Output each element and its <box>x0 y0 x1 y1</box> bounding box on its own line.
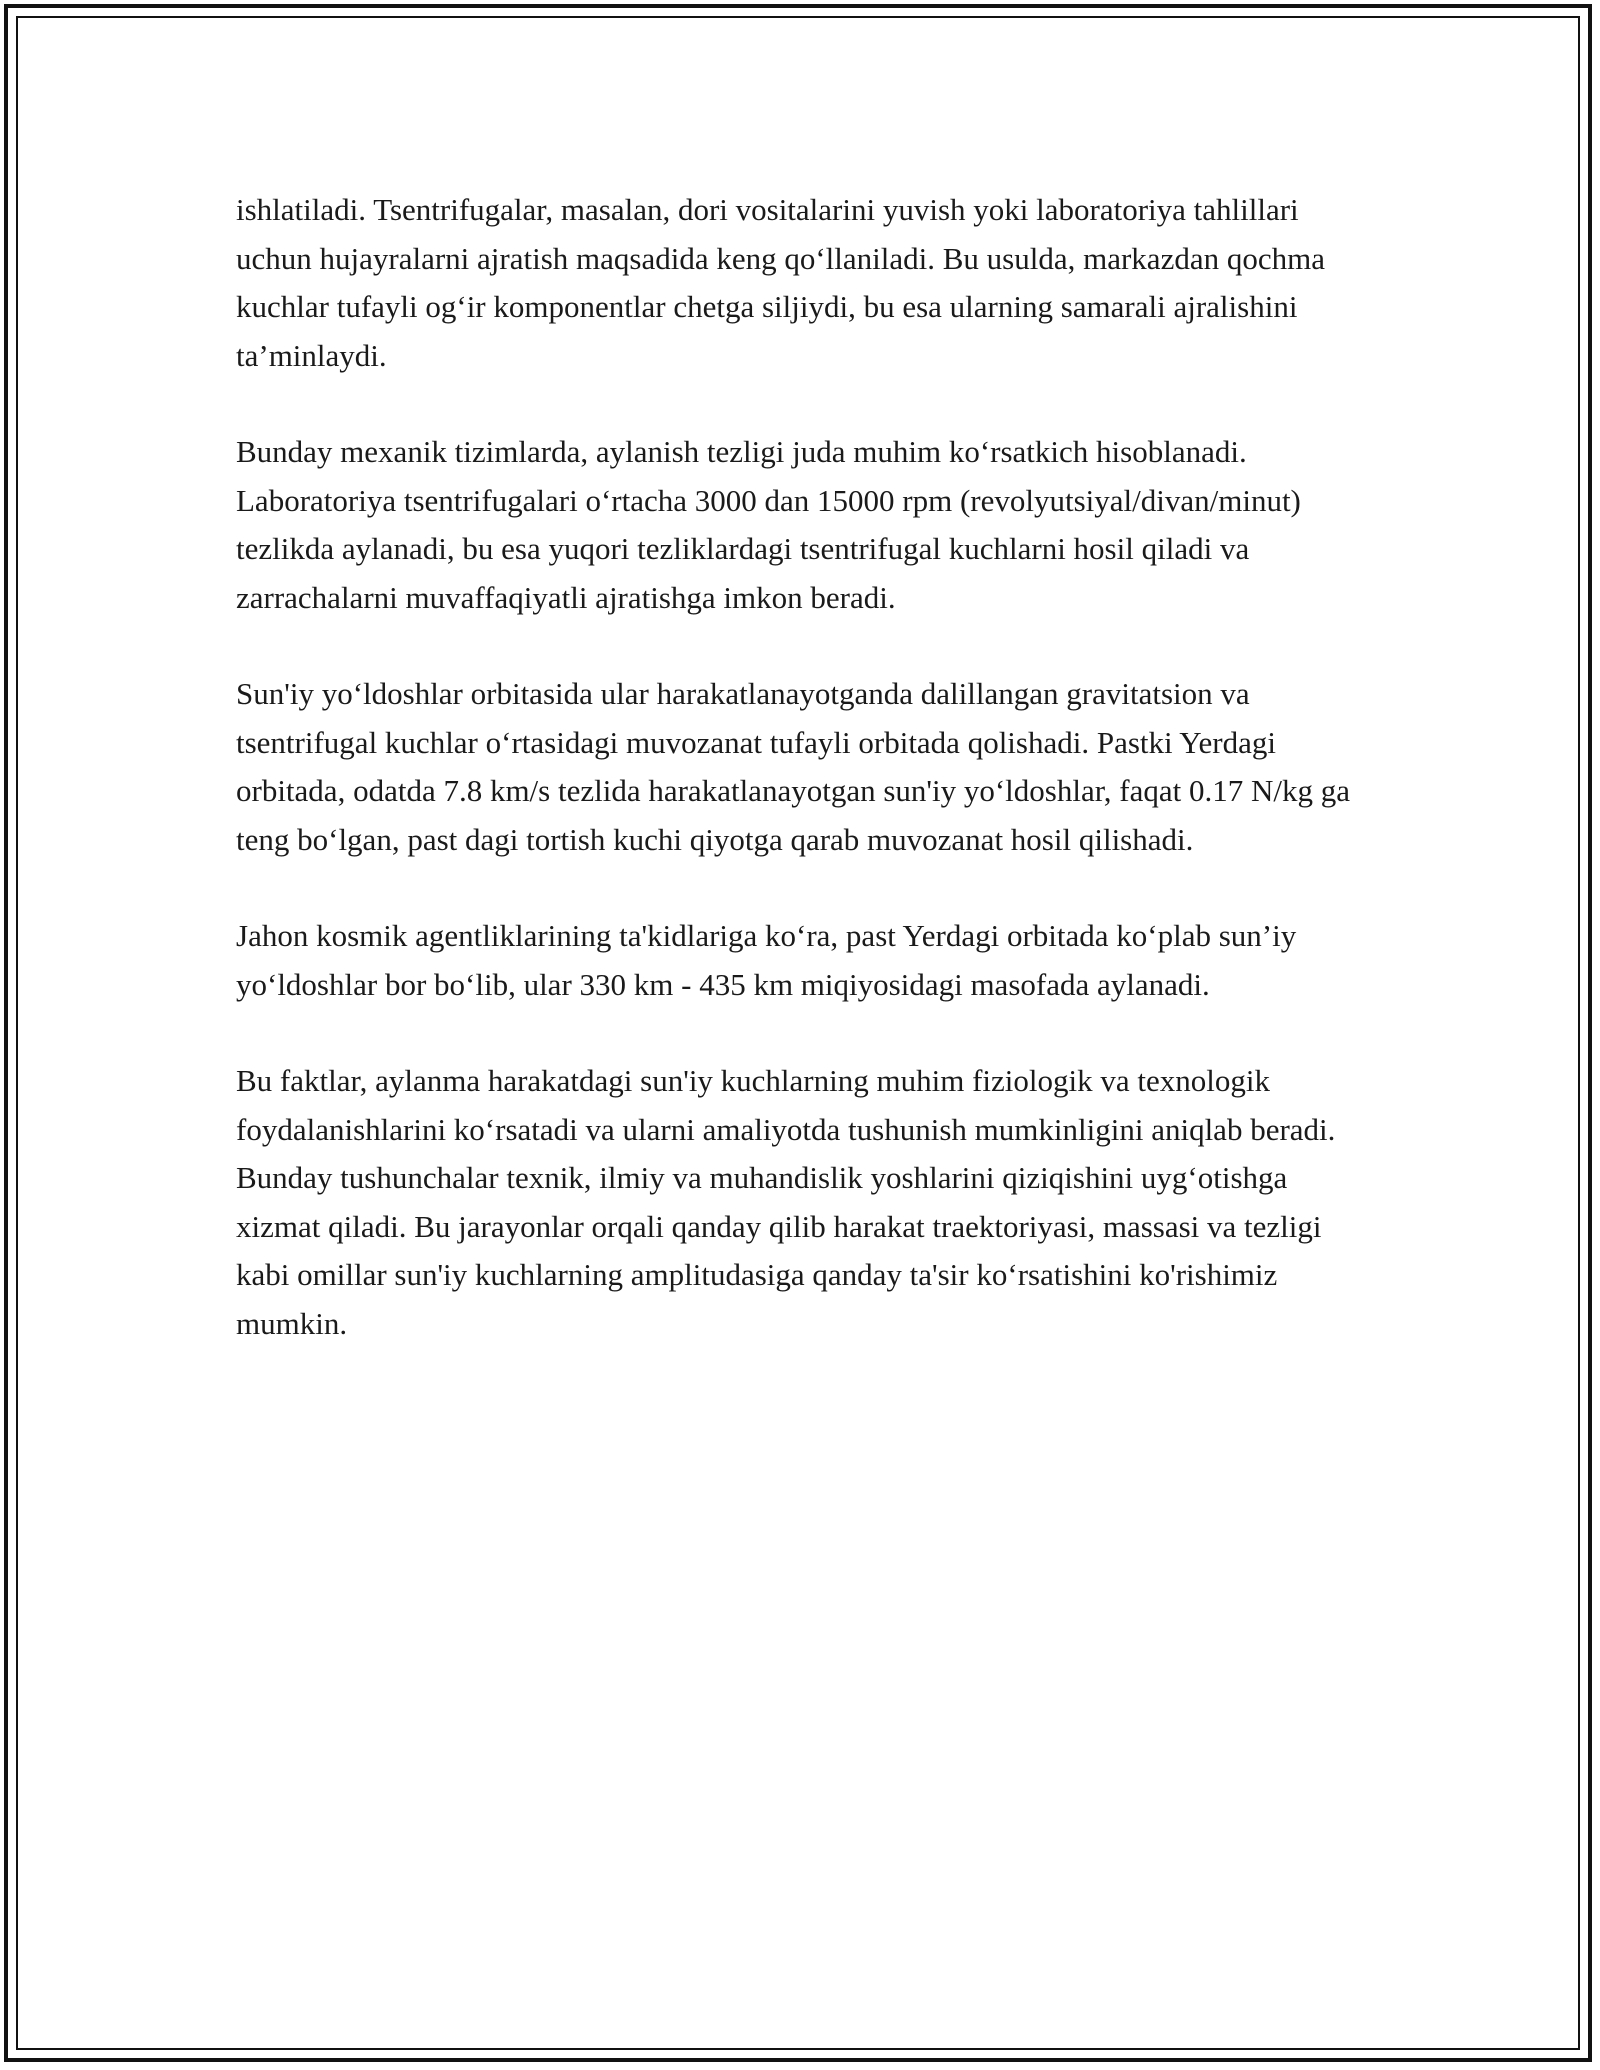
paragraph-centrifuge-use: ishlatiladi. Tsentrifugalar, masalan, dori vositalarini yuvish yoki laboratoriya tahlillari uchun hujayralarni ajratish maqsadida keng qoʻllaniladi. Bu usulda, markazdan qochma kuchlar tufayli ogʻir komponentlar chetga siljiydi, bu esa ularning samarali ajralishini ta’minlaydi. <box>236 192 1325 373</box>
paragraph-satellite-orbit: Sun'iy yoʻldoshlar orbitasida ular harakatlanayotganda dalillangan gravitatsion va tsentrifugal kuchlar oʻrtasidagi muvozanat tufayli orbitada qolishadi. Pastki Yerdagi orbitada, odatda 7.8 km/s tezlida harakatlanayotgan sun'iy yoʻldoshlar, faqat 0.17 N/kg ga teng boʻlgan, past dagi tortish kuchi qiyotga qarab muvozanat hosil qilishadi. <box>236 676 1351 857</box>
paragraph-conclusion: Bu faktlar, aylanma harakatdagi sun'iy kuchlarning muhim fiziologik va texnologik foydalanishlarini koʻrsatadi va ularni amaliyotda tushunish mumkinligini aniqlab beradi. Bunday tushunchalar texnik, ilmiy va muhandislik yoshlarini qiziqishini uygʻotishga xizmat qiladi. Bu jarayonlar orqali qanday qilib harakat traektoriyasi, massasi va tezligi kabi omillar sun'iy kuchlarning amplitudasiga qanday ta'sir koʻrsatishini ko'rishimiz mumkin. <box>236 1063 1336 1341</box>
paragraph-rotation-speed: Bunday mexanik tizimlarda, aylanish tezligi juda muhim koʻrsatkich hisoblanadi. Laboratoriya tsentrifugalari oʻrtacha 3000 dan 15000 rpm (revolyutsiyal/divan/minut) tezlikda aylanadi, bu esa yuqori tezliklardagi tsentrifugal kuchlarni hosil qiladi va zarrachalarni muvaffaqiyatli ajratishga imkon beradi. <box>236 434 1301 615</box>
paragraph-space-agencies: Jahon kosmik agentliklarining ta'kidlariga koʻra, past Yerdagi orbitada koʻplab sun’iy yoʻldoshlar bor boʻlib, ular 330 km - 435 km miqiyosidagi masofada aylanadi. <box>236 918 1297 1002</box>
document-body <box>236 186 1376 1396</box>
